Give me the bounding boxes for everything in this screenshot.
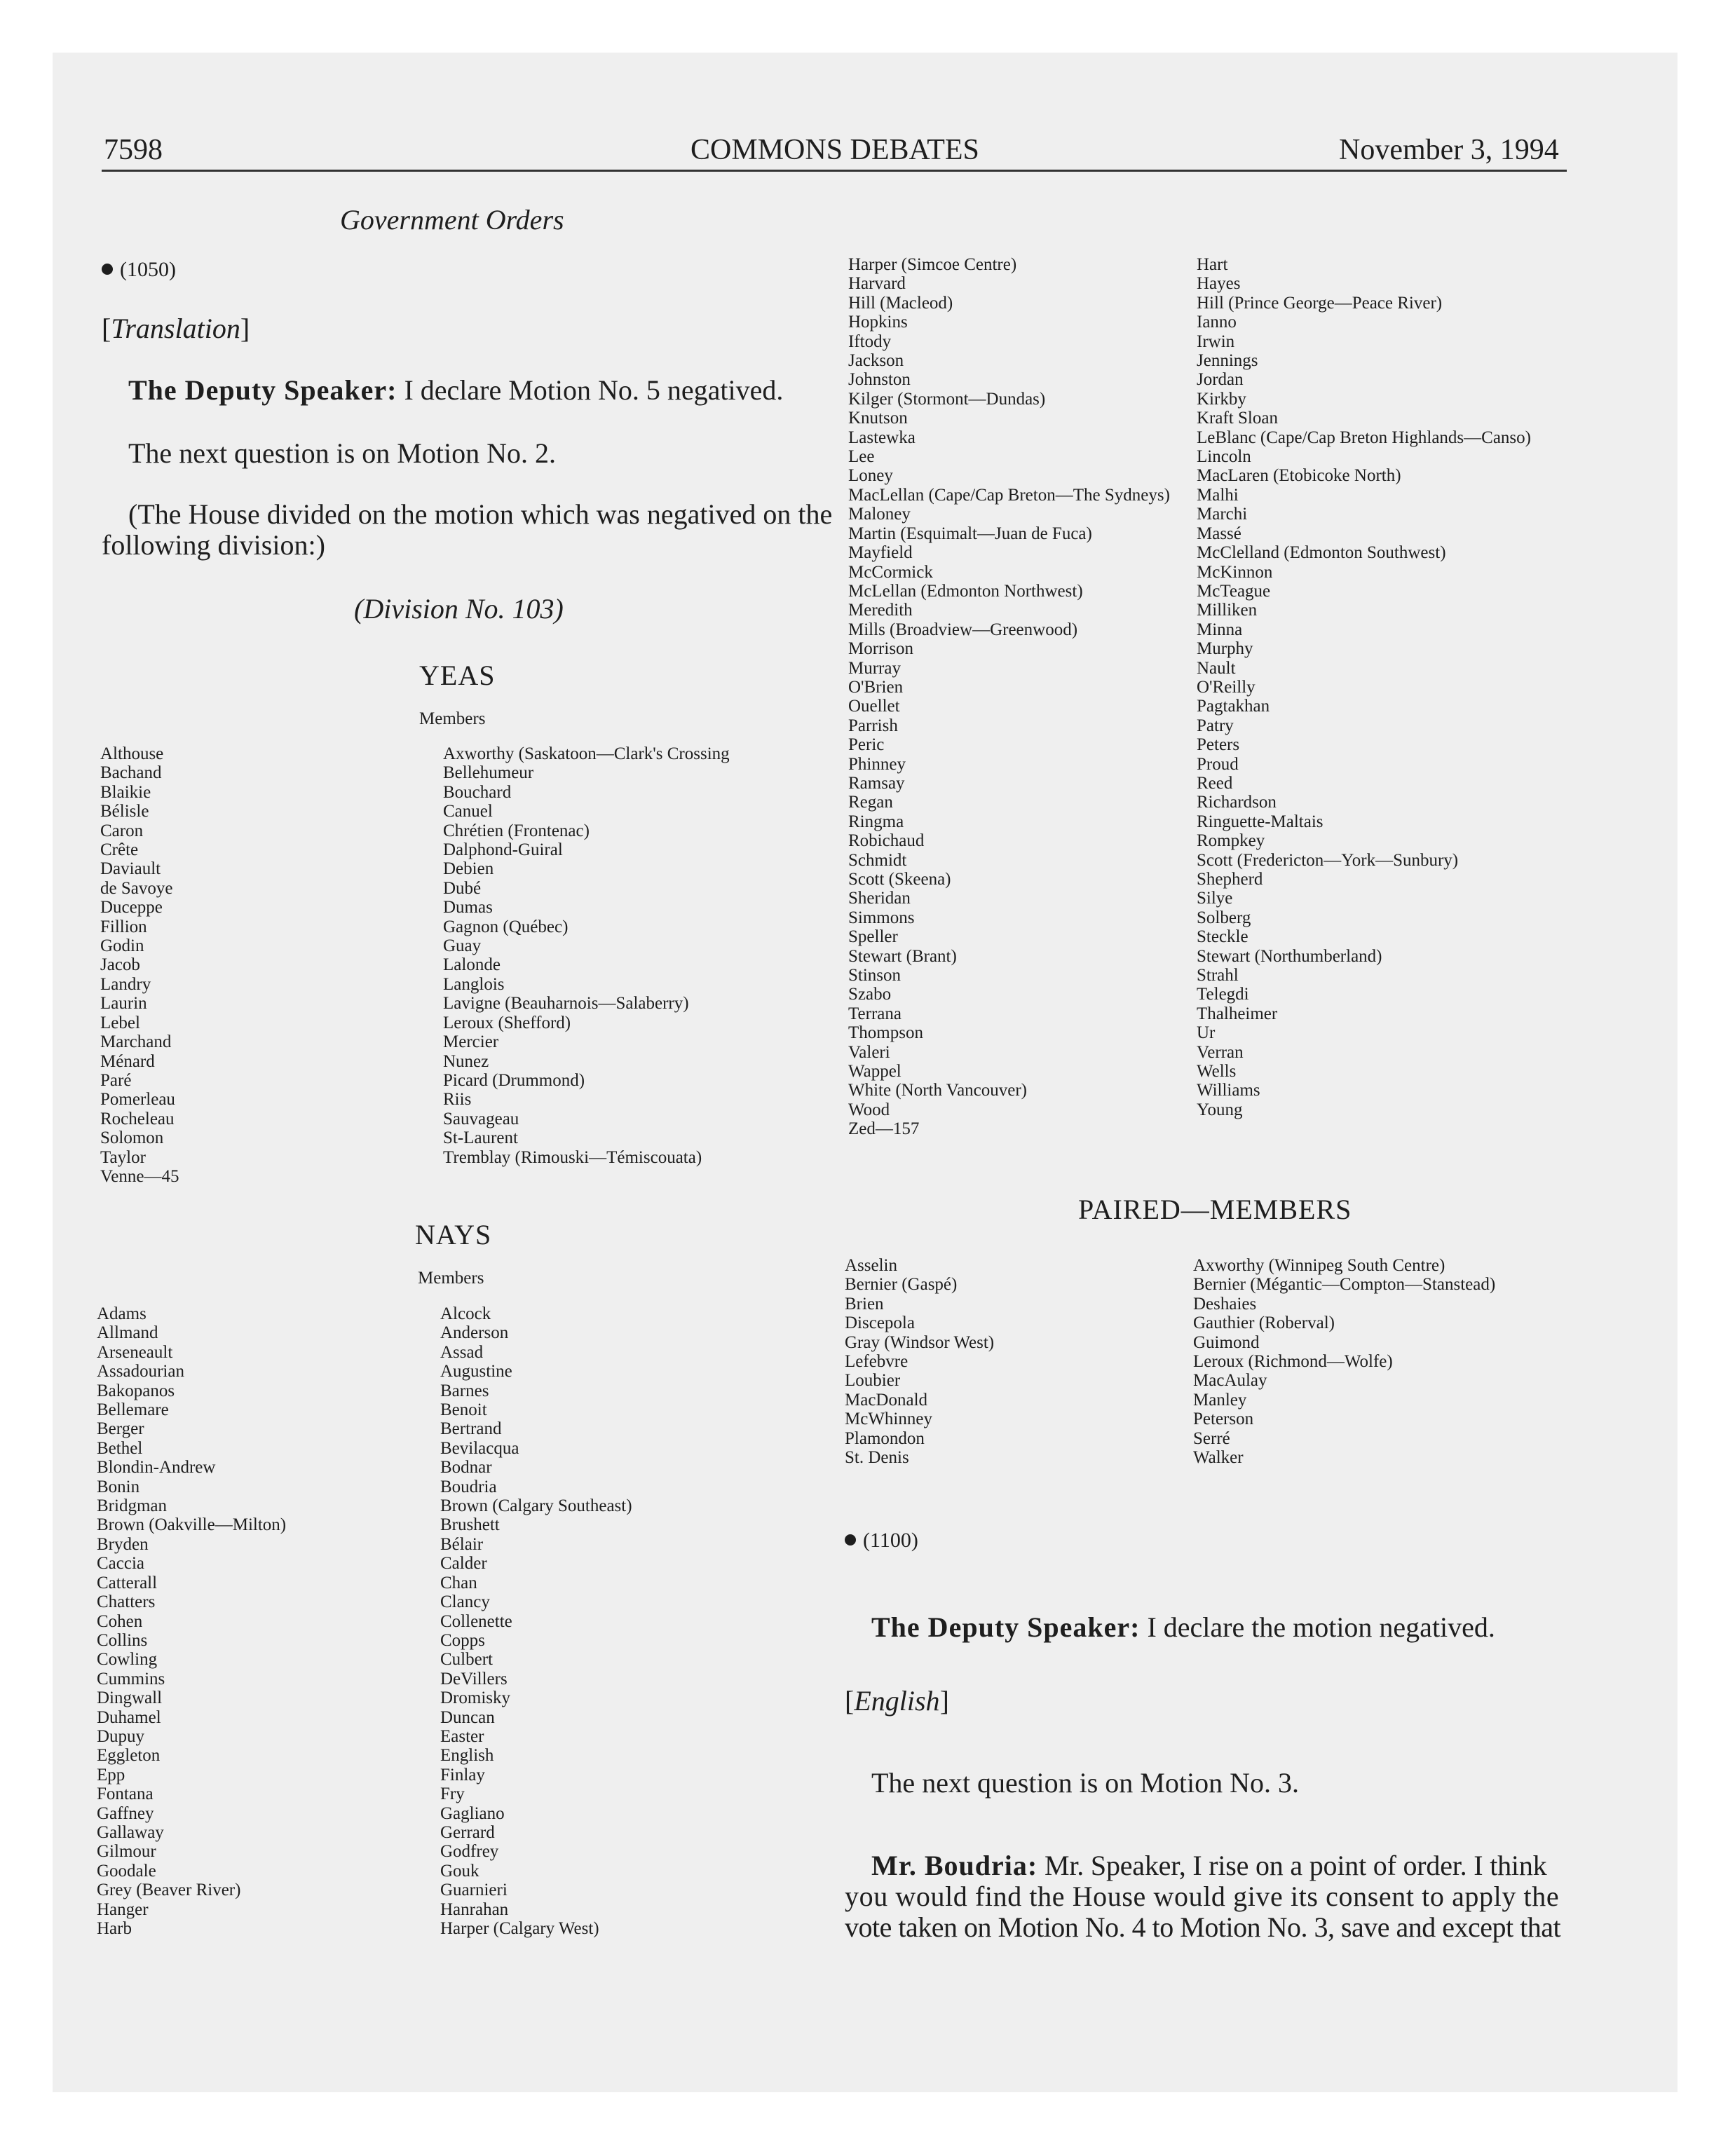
member-name: Patry	[1197, 716, 1234, 735]
member-name: Harb	[97, 1919, 132, 1938]
member-name: Hart	[1197, 255, 1228, 274]
member-name: Ouellet	[848, 697, 900, 716]
next-question-2: The next question is on Motion No. 3.	[871, 1767, 1299, 1799]
member-name: Blondin-Andrew	[97, 1458, 216, 1478]
nays-heading: NAYS	[415, 1219, 492, 1250]
member-name: Hanrahan	[440, 1899, 509, 1919]
member-name: Bakopanos	[97, 1381, 175, 1400]
member-name: Landry	[100, 974, 151, 994]
member-name: Hill (Macleod)	[848, 293, 953, 313]
member-name: Bertrand	[440, 1419, 502, 1439]
member-name: Solberg	[1197, 908, 1251, 927]
member-name: Axworthy (Saskatoon—Clark's Crossing	[443, 744, 730, 763]
member-name: Daviault	[100, 859, 161, 879]
member-name: Chrétien (Frontenac)	[443, 821, 590, 840]
member-name: Brown (Calgary Southeast)	[440, 1496, 632, 1516]
member-name: Catterall	[97, 1573, 158, 1592]
member-name: Lefebvre	[845, 1352, 909, 1372]
member-name: Milliken	[1197, 601, 1258, 620]
member-name: Sheridan	[848, 889, 911, 908]
member-name: O'Reilly	[1197, 677, 1256, 697]
member-name: Steckle	[1197, 927, 1248, 947]
member-name: Gilmour	[97, 1842, 156, 1862]
deputy-speaker-statement-2: The Deputy Speaker: I declare the motion negatived.	[871, 1611, 1495, 1643]
member-name: Picard (Drummond)	[443, 1070, 585, 1090]
member-name: Fillion	[100, 917, 147, 936]
member-name: Hanger	[97, 1899, 149, 1919]
member-name: Brien	[845, 1294, 884, 1314]
member-name: Kirkby	[1197, 389, 1246, 409]
member-name: Taylor	[100, 1147, 146, 1167]
member-name: Bernier (Mégantic—Compton—Stanstead)	[1193, 1275, 1496, 1295]
member-name: Kraft Sloan	[1197, 409, 1278, 428]
member-name: Goodale	[97, 1861, 156, 1881]
member-name: Lalonde	[443, 955, 501, 975]
member-name: Althouse	[100, 744, 164, 763]
member-name: Mills (Broadview—Greenwood)	[848, 620, 1078, 639]
member-name: Finlay	[440, 1765, 485, 1785]
member-name: Chatters	[97, 1592, 156, 1612]
member-name: Deshaies	[1193, 1294, 1257, 1314]
member-name: Mercier	[443, 1032, 499, 1052]
nays-list-col1	[97, 1304, 286, 1938]
member-name: Knutson	[848, 409, 908, 428]
member-name: DeVillers	[440, 1669, 508, 1688]
paired-heading: PAIRED—MEMBERS	[1078, 1194, 1352, 1225]
member-name: Reed	[1197, 773, 1233, 793]
page-date: November 3, 1994	[1339, 134, 1559, 166]
member-name: Dupuy	[97, 1726, 145, 1746]
member-name: Iftody	[848, 332, 892, 351]
member-name: Arseneault	[97, 1342, 173, 1362]
member-name: Szabo	[848, 985, 892, 1004]
member-name: Dalphond-Guiral	[443, 840, 563, 860]
member-name: Stewart (Brant)	[848, 946, 957, 966]
member-name: Leroux (Richmond—Wolfe)	[1193, 1352, 1393, 1372]
member-name: Plamondon	[845, 1428, 925, 1448]
member-name: MacLaren (Etobicoke North)	[1197, 466, 1401, 486]
member-name: Leroux (Shefford)	[443, 1013, 571, 1032]
member-name: Thompson	[848, 1023, 923, 1043]
member-name: Culbert	[440, 1650, 493, 1670]
member-name: Williams	[1197, 1081, 1260, 1100]
member-name: Godin	[100, 936, 144, 956]
member-name: Duceppe	[100, 898, 163, 917]
member-name: Harper (Simcoe Centre)	[848, 255, 1017, 274]
member-name: Berger	[97, 1419, 144, 1439]
member-name: Clancy	[440, 1592, 490, 1612]
division-intro-line1: (The House divided on the motion which was negatived on the	[128, 498, 833, 530]
member-name: Assad	[440, 1342, 484, 1362]
member-name: Thalheimer	[1197, 1004, 1278, 1023]
member-name: Anderson	[440, 1323, 509, 1343]
member-name: Paré	[100, 1070, 132, 1090]
member-name: Duncan	[440, 1707, 495, 1727]
member-name: Debien	[443, 859, 494, 879]
member-name: Eggleton	[97, 1746, 161, 1766]
header-rule	[102, 170, 1567, 172]
member-name: Hill (Prince George—Peace River)	[1197, 293, 1443, 313]
member-name: Marchi	[1197, 505, 1248, 524]
member-name: MacLellan (Cape/Cap Breton—The Sydneys)	[848, 485, 1170, 505]
bullet-icon	[845, 1534, 856, 1546]
member-name: Gauthier (Roberval)	[1193, 1314, 1335, 1333]
member-name: Bridgman	[97, 1496, 167, 1516]
member-name: Collins	[97, 1630, 148, 1650]
member-name: Sauvageau	[443, 1109, 519, 1128]
member-name: Regan	[848, 793, 893, 812]
member-name: Martin (Esquimalt—Juan de Fuca)	[848, 524, 1092, 543]
member-name: Bonin	[97, 1477, 140, 1496]
member-name: MacAulay	[1193, 1371, 1267, 1391]
boudria-point-of-order: Mr. Boudria: Mr. Speaker, I rise on a point of order. I think you would find the House would give its consent to apply the vote taken on Motion No. 4 to Motion No. 3, save and except that	[845, 1850, 1561, 1943]
next-question-1: The next question is on Motion No. 2.	[128, 437, 556, 469]
member-name: Richardson	[1197, 793, 1277, 812]
member-name: Ramsay	[848, 773, 905, 793]
member-name: Speller	[848, 927, 898, 947]
member-name: Proud	[1197, 754, 1239, 774]
member-name: McClelland (Edmonton Southwest)	[1197, 543, 1446, 563]
member-name: Bellehumeur	[443, 763, 534, 783]
member-name: Allmand	[97, 1323, 158, 1343]
member-name: Chan	[440, 1573, 477, 1592]
member-name: Dingwall	[97, 1688, 163, 1708]
yeas-heading: YEAS	[419, 660, 496, 691]
member-name: Godfrey	[440, 1842, 499, 1862]
member-name: Wells	[1197, 1062, 1237, 1082]
member-name: Malhi	[1197, 485, 1239, 505]
member-name: Guimond	[1193, 1332, 1260, 1352]
member-name: Crête	[100, 840, 139, 860]
member-name: Serré	[1193, 1428, 1230, 1448]
member-name: Duhamel	[97, 1707, 161, 1727]
member-name: Discepola	[845, 1314, 915, 1333]
member-name: Pagtakhan	[1197, 697, 1270, 716]
member-name: LeBlanc (Cape/Cap Breton Highlands—Canso)	[1197, 428, 1531, 447]
member-name: Harvard	[848, 274, 906, 294]
member-name: Peric	[848, 735, 885, 755]
yeas-list-col2	[443, 744, 730, 1167]
member-name: Rompkey	[1197, 831, 1265, 851]
member-name: Guay	[443, 936, 482, 956]
member-name: Benoit	[440, 1400, 487, 1420]
member-name: Easter	[440, 1726, 484, 1746]
member-name: Irwin	[1197, 332, 1235, 351]
time-stamp-1050: (1050)	[102, 258, 176, 282]
member-name: Lastewka	[848, 428, 916, 447]
member-name: Cohen	[97, 1611, 143, 1631]
member-name: Asselin	[845, 1256, 897, 1275]
member-name: McLellan (Edmonton Northwest)	[848, 581, 1083, 601]
running-title: COMMONS DEBATES	[690, 134, 979, 166]
member-name: Simmons	[848, 908, 915, 927]
member-name: Rocheleau	[100, 1109, 175, 1128]
member-name: Mayfield	[848, 543, 913, 563]
member-name: Tremblay (Rimouski—Témiscouata)	[443, 1147, 702, 1167]
member-name: Boudria	[440, 1477, 497, 1496]
member-name: Peters	[1197, 735, 1240, 755]
member-name: Hopkins	[848, 313, 908, 332]
member-name: English	[440, 1746, 494, 1766]
member-name: Blaikie	[100, 782, 151, 802]
member-name: Adams	[97, 1304, 147, 1323]
member-name: Silye	[1197, 889, 1233, 908]
member-name: Strahl	[1197, 966, 1239, 985]
member-name: Cowling	[97, 1650, 158, 1670]
member-name: Lee	[848, 447, 875, 467]
member-name: Brushett	[440, 1515, 500, 1535]
member-name: Loney	[848, 466, 893, 486]
member-name: Gray (Windsor West)	[845, 1332, 995, 1352]
member-name: Barnes	[440, 1381, 489, 1400]
member-name: Ménard	[100, 1051, 155, 1071]
member-name: McKinnon	[1197, 562, 1273, 582]
member-name: Brown (Oakville—Milton)	[97, 1515, 287, 1535]
member-name: Terrana	[848, 1004, 901, 1023]
member-name: Bevilacqua	[440, 1438, 519, 1458]
yeas-members-label: Members	[419, 709, 486, 728]
member-name: Dumas	[443, 898, 493, 917]
member-name: White (North Vancouver)	[848, 1081, 1028, 1100]
member-name: Dromisky	[440, 1688, 510, 1708]
member-name: Robichaud	[848, 831, 925, 851]
member-name: Marchand	[100, 1032, 172, 1052]
member-name: Minna	[1197, 620, 1243, 639]
member-name: Bellemare	[97, 1400, 169, 1420]
member-name: Jackson	[848, 351, 904, 371]
member-name: Gagnon (Québec)	[443, 917, 569, 936]
member-name: Augustine	[440, 1362, 512, 1381]
member-name: Verran	[1197, 1042, 1244, 1062]
member-name: Nault	[1197, 658, 1236, 678]
member-name: Manley	[1193, 1390, 1247, 1410]
member-name: Riis	[443, 1090, 472, 1110]
member-name: Alcock	[440, 1304, 491, 1323]
member-name: Guarnieri	[440, 1881, 508, 1900]
member-name: Bernier (Gaspé)	[845, 1275, 958, 1295]
member-name: McWhinney	[845, 1410, 932, 1429]
member-name: Phinney	[848, 754, 906, 774]
member-name: Murphy	[1197, 639, 1253, 659]
member-name: Ringuette-Maltais	[1197, 812, 1324, 831]
member-name: Bethel	[97, 1438, 143, 1458]
member-name: Kilger (Stormont—Dundas)	[848, 389, 1046, 409]
member-name: McCormick	[848, 562, 933, 582]
yeas-list-col1	[100, 744, 179, 1186]
paired-list-col1	[845, 1256, 994, 1467]
member-name: Wood	[848, 1100, 890, 1119]
member-name: Cummins	[97, 1669, 165, 1688]
member-name: Venne—45	[100, 1166, 179, 1186]
member-name: Dubé	[443, 878, 482, 898]
member-name: MacDonald	[845, 1390, 928, 1410]
member-name: Jacob	[100, 955, 140, 975]
member-name: Bryden	[97, 1534, 149, 1554]
member-name: Jennings	[1197, 351, 1258, 371]
member-name: Schmidt	[848, 850, 907, 870]
page-number: 7598	[104, 134, 163, 166]
member-name: Axworthy (Winnipeg South Centre)	[1193, 1256, 1445, 1275]
member-name: Fry	[440, 1785, 465, 1804]
member-name: Bélair	[440, 1534, 484, 1554]
member-name: Young	[1197, 1100, 1243, 1119]
member-name: Massé	[1197, 524, 1241, 543]
member-name: Laurin	[100, 994, 147, 1014]
member-name: Zed—157	[848, 1119, 920, 1139]
member-name: Calder	[440, 1554, 487, 1574]
member-name: Langlois	[443, 974, 505, 994]
member-name: Walker	[1193, 1448, 1244, 1468]
nays-list-col2	[440, 1304, 632, 1938]
member-name: Hayes	[1197, 274, 1241, 294]
member-name: Grey (Beaver River)	[97, 1881, 241, 1900]
member-name: Collenette	[440, 1611, 512, 1631]
member-name: Bachand	[100, 763, 162, 783]
member-name: Maloney	[848, 505, 911, 524]
member-name: Assadourian	[97, 1362, 184, 1381]
member-name: Nunez	[443, 1051, 489, 1071]
member-name: Johnston	[848, 370, 911, 390]
member-name: Fontana	[97, 1785, 154, 1804]
member-name: Lebel	[100, 1013, 140, 1032]
member-name: Jordan	[1197, 370, 1244, 390]
member-name: Parrish	[848, 716, 898, 735]
member-name: Epp	[97, 1765, 125, 1785]
member-name: Gagliano	[440, 1803, 505, 1823]
nays-members-label: Members	[418, 1269, 484, 1288]
member-name: Stinson	[848, 966, 901, 985]
member-name: Murray	[848, 658, 901, 678]
section-title: Government Orders	[340, 204, 564, 236]
member-name: Bouchard	[443, 782, 512, 802]
member-name: Lincoln	[1197, 447, 1251, 467]
member-name: Gouk	[440, 1861, 479, 1881]
division-number: (Division No. 103)	[354, 593, 564, 625]
member-name: Pomerleau	[100, 1090, 175, 1110]
member-name: Harper (Calgary West)	[440, 1919, 599, 1938]
bullet-icon	[102, 264, 113, 275]
member-name: Gaffney	[97, 1803, 154, 1823]
translation-label: [Translation]	[102, 313, 250, 344]
time-stamp-1100: (1100)	[845, 1529, 918, 1553]
member-name: Solomon	[100, 1128, 164, 1148]
member-name: Bodnar	[440, 1458, 492, 1478]
division-intro-line2: following division:)	[102, 529, 325, 561]
member-name: Meredith	[848, 601, 913, 620]
nays-list-col4	[1197, 255, 1531, 1119]
member-name: Stewart (Northumberland)	[1197, 946, 1382, 966]
member-name: Scott (Fredericton—York—Sunbury)	[1197, 850, 1459, 870]
member-name: de Savoye	[100, 878, 173, 898]
member-name: St. Denis	[845, 1448, 909, 1468]
member-name: Telegdi	[1197, 985, 1249, 1004]
member-name: O'Brien	[848, 677, 904, 697]
member-name: Caccia	[97, 1554, 145, 1574]
member-name: Ringma	[848, 812, 904, 831]
member-name: Morrison	[848, 639, 914, 659]
nays-list-col3	[848, 255, 1170, 1139]
member-name: McTeague	[1197, 581, 1271, 601]
deputy-speaker-statement-1: The Deputy Speaker: I declare Motion No. 5 negatived.	[128, 374, 784, 406]
paired-list-col2	[1193, 1256, 1495, 1467]
member-name: Canuel	[443, 802, 493, 821]
member-name: Valeri	[848, 1042, 890, 1062]
member-name: Caron	[100, 821, 144, 840]
member-name: Ianno	[1197, 313, 1237, 332]
member-name: Scott (Skeena)	[848, 870, 951, 889]
member-name: Gerrard	[440, 1822, 495, 1842]
member-name: St-Laurent	[443, 1128, 518, 1148]
member-name: Copps	[440, 1630, 485, 1650]
member-name: Shepherd	[1197, 870, 1263, 889]
member-name: Wappel	[848, 1062, 901, 1082]
member-name: Gallaway	[97, 1822, 164, 1842]
english-label: [English]	[845, 1685, 949, 1717]
member-name: Bélisle	[100, 802, 149, 821]
member-name: Lavigne (Beauharnois—Salaberry)	[443, 994, 689, 1014]
member-name: Loubier	[845, 1371, 901, 1391]
member-name: Peterson	[1193, 1410, 1254, 1429]
member-name: Ur	[1197, 1023, 1216, 1043]
